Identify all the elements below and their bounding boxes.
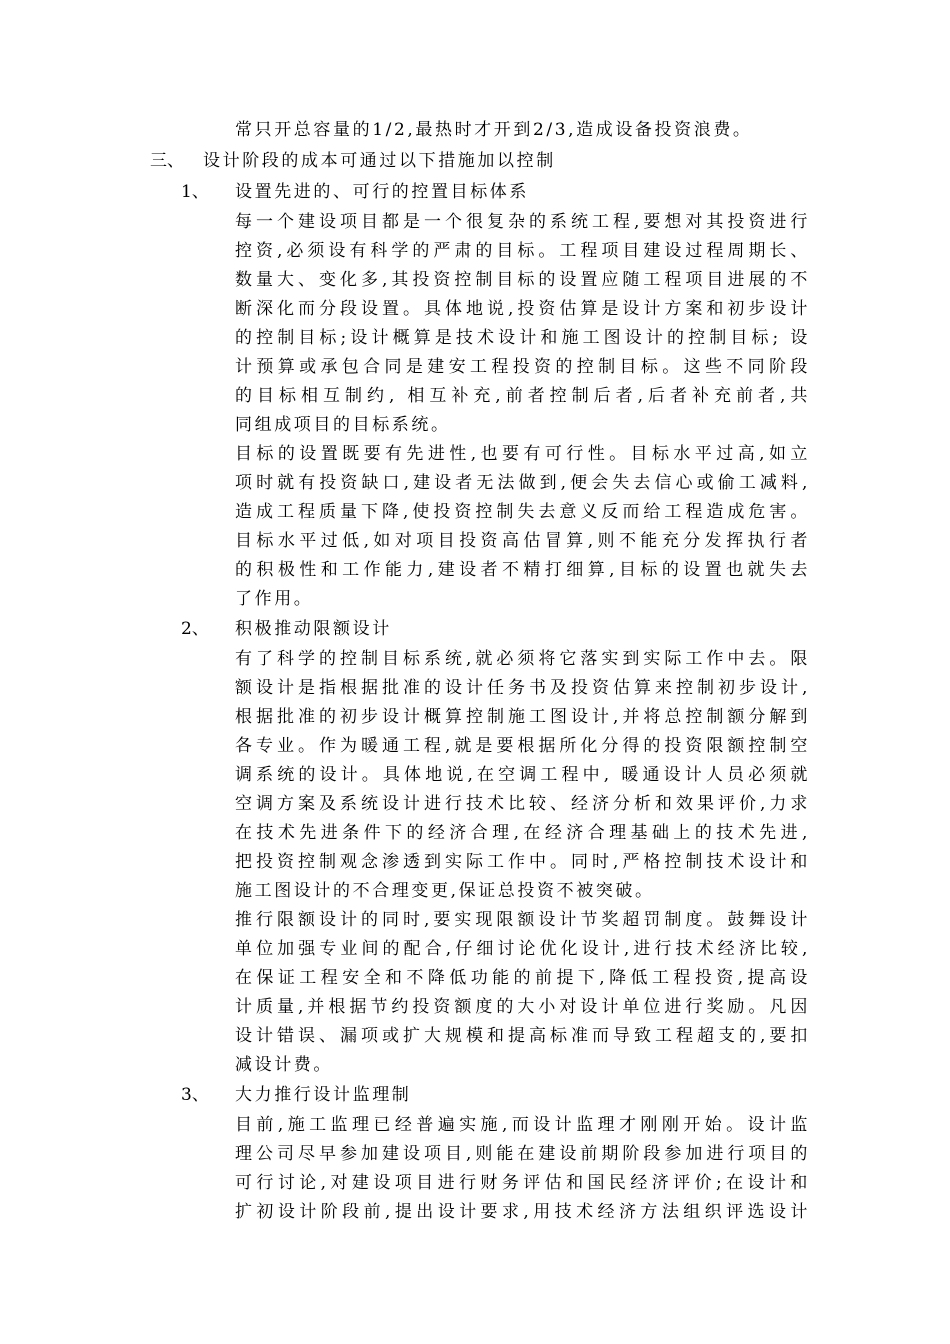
paragraph-line: 同组成项目的目标系统。 xyxy=(235,415,451,435)
paragraph-line: 理公司尽早参加建设项目,则能在建设前期阶段参加进行项目的 xyxy=(235,1144,810,1164)
paragraph-line: 的积极性和工作能力,建设者不精打细算,目标的设置也就失去 xyxy=(235,560,810,580)
paragraph-line: 减设计费。 xyxy=(235,1055,333,1075)
paragraph-line: 可行讨论,对建设项目进行财务评估和国民经济评价;在设计和 xyxy=(235,1173,810,1193)
paragraph-line: 在技术先进条件下的经济合理,在经济合理基础上的技术先进, xyxy=(235,823,810,843)
paragraph-line: 设计错误、漏项或扩大规模和提高标准而导致工程超支的,要扣 xyxy=(235,1026,810,1046)
item-1-title: 设置先进的、可行的控置目标体系 xyxy=(235,182,529,202)
paragraph-line: 数量大、变化多,其投资控制目标的设置应随工程项目进展的不 xyxy=(235,270,810,290)
item-2-marker: 2、 xyxy=(181,619,209,639)
paragraph-line: 各专业。作为暖通工程,就是要根据所化分得的投资限额控制空 xyxy=(235,736,810,756)
paragraph-line: 目前,施工监理已经普遍实施,而设计监理才刚刚开始。设计监 xyxy=(235,1115,810,1135)
paragraph-line: 额设计是指根据批准的设计任务书及投资估算来控制初步设计, xyxy=(235,678,810,698)
paragraph-line: 控资,必须设有科学的严肃的目标。工程项目建设过程周期长、 xyxy=(235,241,810,261)
item-1-marker: 1、 xyxy=(181,182,209,202)
paragraph-line: 计质量,并根据节约投资额度的大小对设计单位进行奖励。凡因 xyxy=(235,997,810,1017)
paragraph-line: 项时就有投资缺口,建设者无法做到,便会失去信心或偷工减料, xyxy=(235,473,810,493)
paragraph-line: 推行限额设计的同时,要实现限额设计节奖超罚制度。鼓舞设计 xyxy=(235,910,810,930)
section-3-marker: 三、 xyxy=(150,151,184,171)
paragraph-line: 有了科学的控制目标系统,就必须将它落实到实际工作中去。限 xyxy=(235,649,810,669)
section-3-title: 设计阶段的成本可通过以下措施加以控制 xyxy=(203,151,556,171)
paragraph-line: 造成工程质量下降,使投资控制失去意义反而给工程造成危害。 xyxy=(235,502,810,522)
paragraph-line: 断深化而分段设置。具体地说,投资估算是设计方案和初步设计 xyxy=(235,299,810,319)
paragraph-line: 了作用。 xyxy=(235,589,314,609)
paragraph-line: 目标的设置既要有先进性,也要有可行性。目标水平过高,如立 xyxy=(235,444,810,464)
paragraph-line: 单位加强专业间的配合,仔细讨论优化设计,进行技术经济比较, xyxy=(235,939,810,959)
continuation-line: 常只开总容量的1/2,最热时才开到2/3,造成设备投资浪费。 xyxy=(235,120,753,140)
paragraph-line: 的目标相互制约, 相互补充,前者控制后者,后者补充前者,共 xyxy=(235,386,810,406)
paragraph-line: 在保证工程安全和不降低功能的前提下,降低工程投资,提高设 xyxy=(235,968,810,988)
paragraph-line: 根据批准的初步设计概算控制施工图设计,并将总控制额分解到 xyxy=(235,707,810,727)
item-3-title: 大力推行设计监理制 xyxy=(235,1085,412,1105)
paragraph-line: 把投资控制观念渗透到实际工作中。同时,严格控制技术设计和 xyxy=(235,852,810,872)
paragraph-line: 计预算或承包合同是建安工程投资的控制目标。这些不同阶段 xyxy=(235,357,810,377)
item-3-marker: 3、 xyxy=(181,1085,209,1105)
paragraph-line: 的控制目标;设计概算是技术设计和施工图设计的控制目标; 设 xyxy=(235,328,810,348)
paragraph-line: 每一个建设项目都是一个很复杂的系统工程,要想对其投资进行 xyxy=(235,212,810,232)
paragraph-line: 调系统的设计。具体地说,在空调工程中, 暖通设计人员必须就 xyxy=(235,765,810,785)
paragraph-line: 空调方案及系统设计进行技术比较、经济分析和效果评价,力求 xyxy=(235,794,810,814)
paragraph-line: 施工图设计的不合理变更,保证总投资不被突破。 xyxy=(235,881,655,901)
paragraph-line: 扩初设计阶段前,提出设计要求,用技术经济方法组织评选设计 xyxy=(235,1202,810,1222)
paragraph-line: 目标水平过低,如对项目投资高估冒算,则不能充分发挥执行者 xyxy=(235,531,810,551)
item-2-title: 积极推动限额设计 xyxy=(235,619,392,639)
